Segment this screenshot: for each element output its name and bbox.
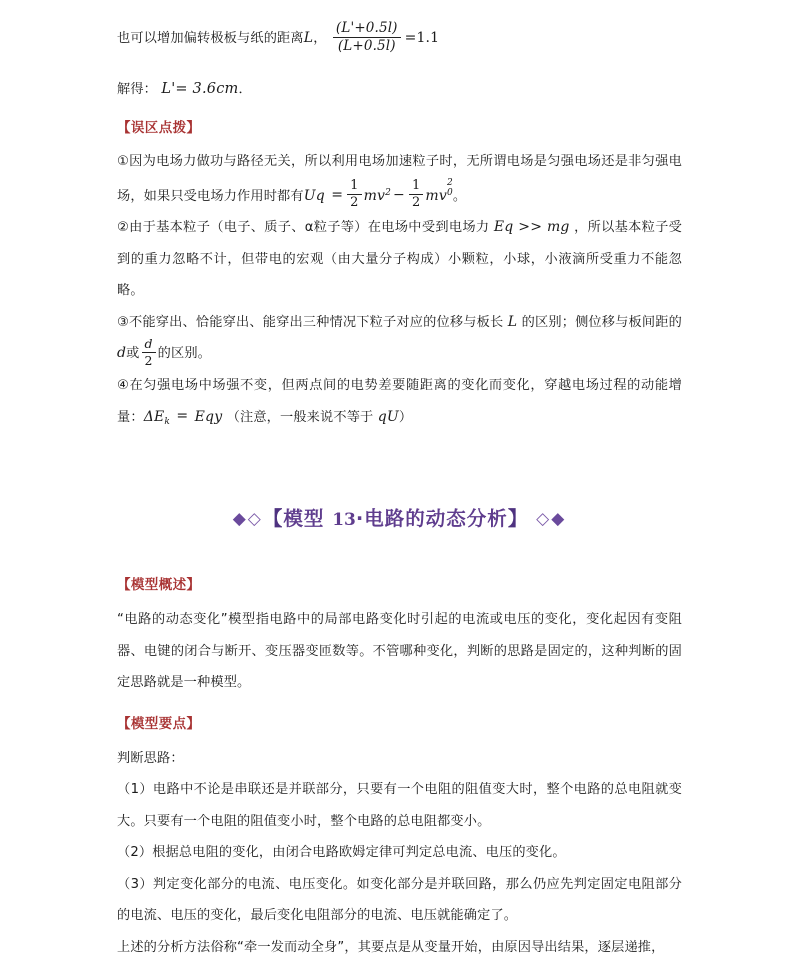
item-text-c: ） xyxy=(398,409,413,425)
title-name: 电路的动态分析 xyxy=(364,507,508,531)
fraction-equals-value: =1.1 xyxy=(404,30,440,47)
solution-value: L'= 3.6cm xyxy=(161,81,239,98)
item-text-a: 在匀强电场中场强不变，但两点间的电势差要随距离的变化而变化，穿越电场过程的动能增量： xyxy=(117,377,682,425)
key-points-heading: 【模型要点】 xyxy=(117,715,201,732)
top-line-variable-L: L xyxy=(303,30,314,47)
item-text-d: 的区别。 xyxy=(157,346,212,362)
key-points-closing: 上述的分析方法俗称“牵一发而动全身”，其要点是从变量开始，由原因导出结果，逐层递推， xyxy=(117,939,665,955)
spacer xyxy=(117,535,682,573)
solution-label: 解得： xyxy=(117,82,158,98)
formula-Eq-gg-mg: Eq >> mg xyxy=(493,219,570,236)
item-text: 因为电场力做功与路径无关，所以利用电场加速粒子时，无所谓电场是匀强电场还是非匀强电场，如果只受电场力作用时都有 xyxy=(117,154,682,204)
misconception-item-3 xyxy=(117,307,682,370)
item-marker: ① xyxy=(117,154,130,170)
item-text-a: 不能穿出、恰能穿出、能穿出三种情况下粒子对应的位移与板长 xyxy=(129,314,504,330)
title-number: 13 xyxy=(332,510,356,531)
diamond-filled-right-icon: ◆ xyxy=(551,509,567,530)
key-point-item-3: （3）判定变化部分的电流、电压变化。如变化部分是并联回路，那么仍应先判定固定电阻部分的电流、电压的变化，最后变化电阻部分的电流、电压就能确定了。 xyxy=(117,876,682,924)
spacer xyxy=(117,438,682,490)
formula-equals: = xyxy=(331,186,344,203)
diamond-hollow-right-icon: ◇ xyxy=(536,509,552,530)
solution-line xyxy=(117,76,682,103)
diamond-filled-left-icon: ◆ xyxy=(232,509,248,530)
one-half-fraction-2: $\frac{1}{2}$ xyxy=(409,179,423,210)
formula-equals: = xyxy=(176,408,189,425)
spacer xyxy=(117,699,682,712)
item-text-b: ，所以基本粒子受到的重力忽略不计，但带电的宏观（由大量分子构成）小颗粒，小球，小液滴所受重力不能忽略。 xyxy=(117,220,683,299)
item-marker: ④ xyxy=(117,377,130,393)
item-text-b: （注意，一般来说不等于 xyxy=(226,409,374,425)
document-content xyxy=(117,22,682,963)
title-bracket-open: 【 xyxy=(262,507,284,531)
one-half-fraction-1: $\frac{1}{2}$ xyxy=(347,179,361,210)
spacer xyxy=(117,103,682,116)
item-text-b: 的区别；侧位移与板间距的 xyxy=(521,314,682,330)
key-point-item-2: （2）根据总电阻的变化，由闭合电路欧姆定律可判定总电流、电压的变化。 xyxy=(117,845,566,861)
formula-mv-2: mv xyxy=(425,187,447,204)
model-title xyxy=(117,504,682,535)
top-continuation-line xyxy=(117,22,682,54)
ratio-fraction xyxy=(333,21,401,53)
solution-period: ． xyxy=(238,82,252,98)
misconception-item-1 xyxy=(117,146,682,212)
title-label: 模型 xyxy=(283,507,325,531)
formula-Uq: Uq xyxy=(303,187,325,204)
fraction-denominator: 2 xyxy=(144,352,153,368)
item-period: 。 xyxy=(452,188,467,204)
d-over-2-fraction xyxy=(142,337,156,367)
misconception-item-2 xyxy=(117,212,682,307)
fraction-numerator: d xyxy=(142,337,156,353)
item-marker: ② xyxy=(117,220,130,236)
misconception-item-4 xyxy=(117,370,682,439)
overview-body: “电路的动态变化”模型指电路中的局部电路变化时引起的电流或电压的变化，变化起因有变阻器、电键的闭合与断开、变压器变匝数等。不管哪种变化，判断的思路是固定的，这种判断的固定思路就是一种模型。 xyxy=(117,612,682,691)
formula-qU: qU xyxy=(377,408,399,425)
subscript-k: k xyxy=(164,416,171,427)
sub-zero-sup-two: 2 0 xyxy=(446,177,453,198)
item-marker: ③ xyxy=(117,314,130,330)
fraction-denominator: (L+0.5l) xyxy=(337,37,396,54)
diamond-hollow-left-icon: ◇ xyxy=(247,509,263,530)
key-points-intro: 判断思路： xyxy=(117,750,184,766)
top-line-prefix: 也可以增加偏转极板与纸的距离 xyxy=(117,31,304,47)
overview-heading: 【模型概述】 xyxy=(117,577,201,594)
exponent-2: 2 xyxy=(385,187,392,198)
formula-minus: − xyxy=(393,186,405,203)
formula-delta-Ek: ΔE xyxy=(143,408,165,425)
top-line-comma: ， xyxy=(313,31,327,47)
item-text-c: 或 xyxy=(126,346,140,362)
title-bracket-close: 】 xyxy=(507,507,529,531)
variable-d: d xyxy=(117,345,127,362)
spacer xyxy=(117,54,682,76)
key-point-item-1: （1）电路中不论是串联还是并联部分，只要有一个电阻的阻值变大时，整个电路的总电阻就变大。只要有一个电阻的阻值变小时，整个电路的总电阻都变小。 xyxy=(117,782,682,829)
title-separator: · xyxy=(355,507,365,531)
fraction-numerator: (L'+0.5l) xyxy=(333,21,401,38)
misconception-heading: 【误区点拨】 xyxy=(117,120,201,137)
formula-Eqy: Eqy xyxy=(194,408,223,425)
variable-L: L xyxy=(507,313,518,330)
formula-mv-1: mv xyxy=(363,187,386,204)
item-text-a: 由于基本粒子（电子、质子、α粒子等）在电场中受到电场力 xyxy=(129,220,490,236)
